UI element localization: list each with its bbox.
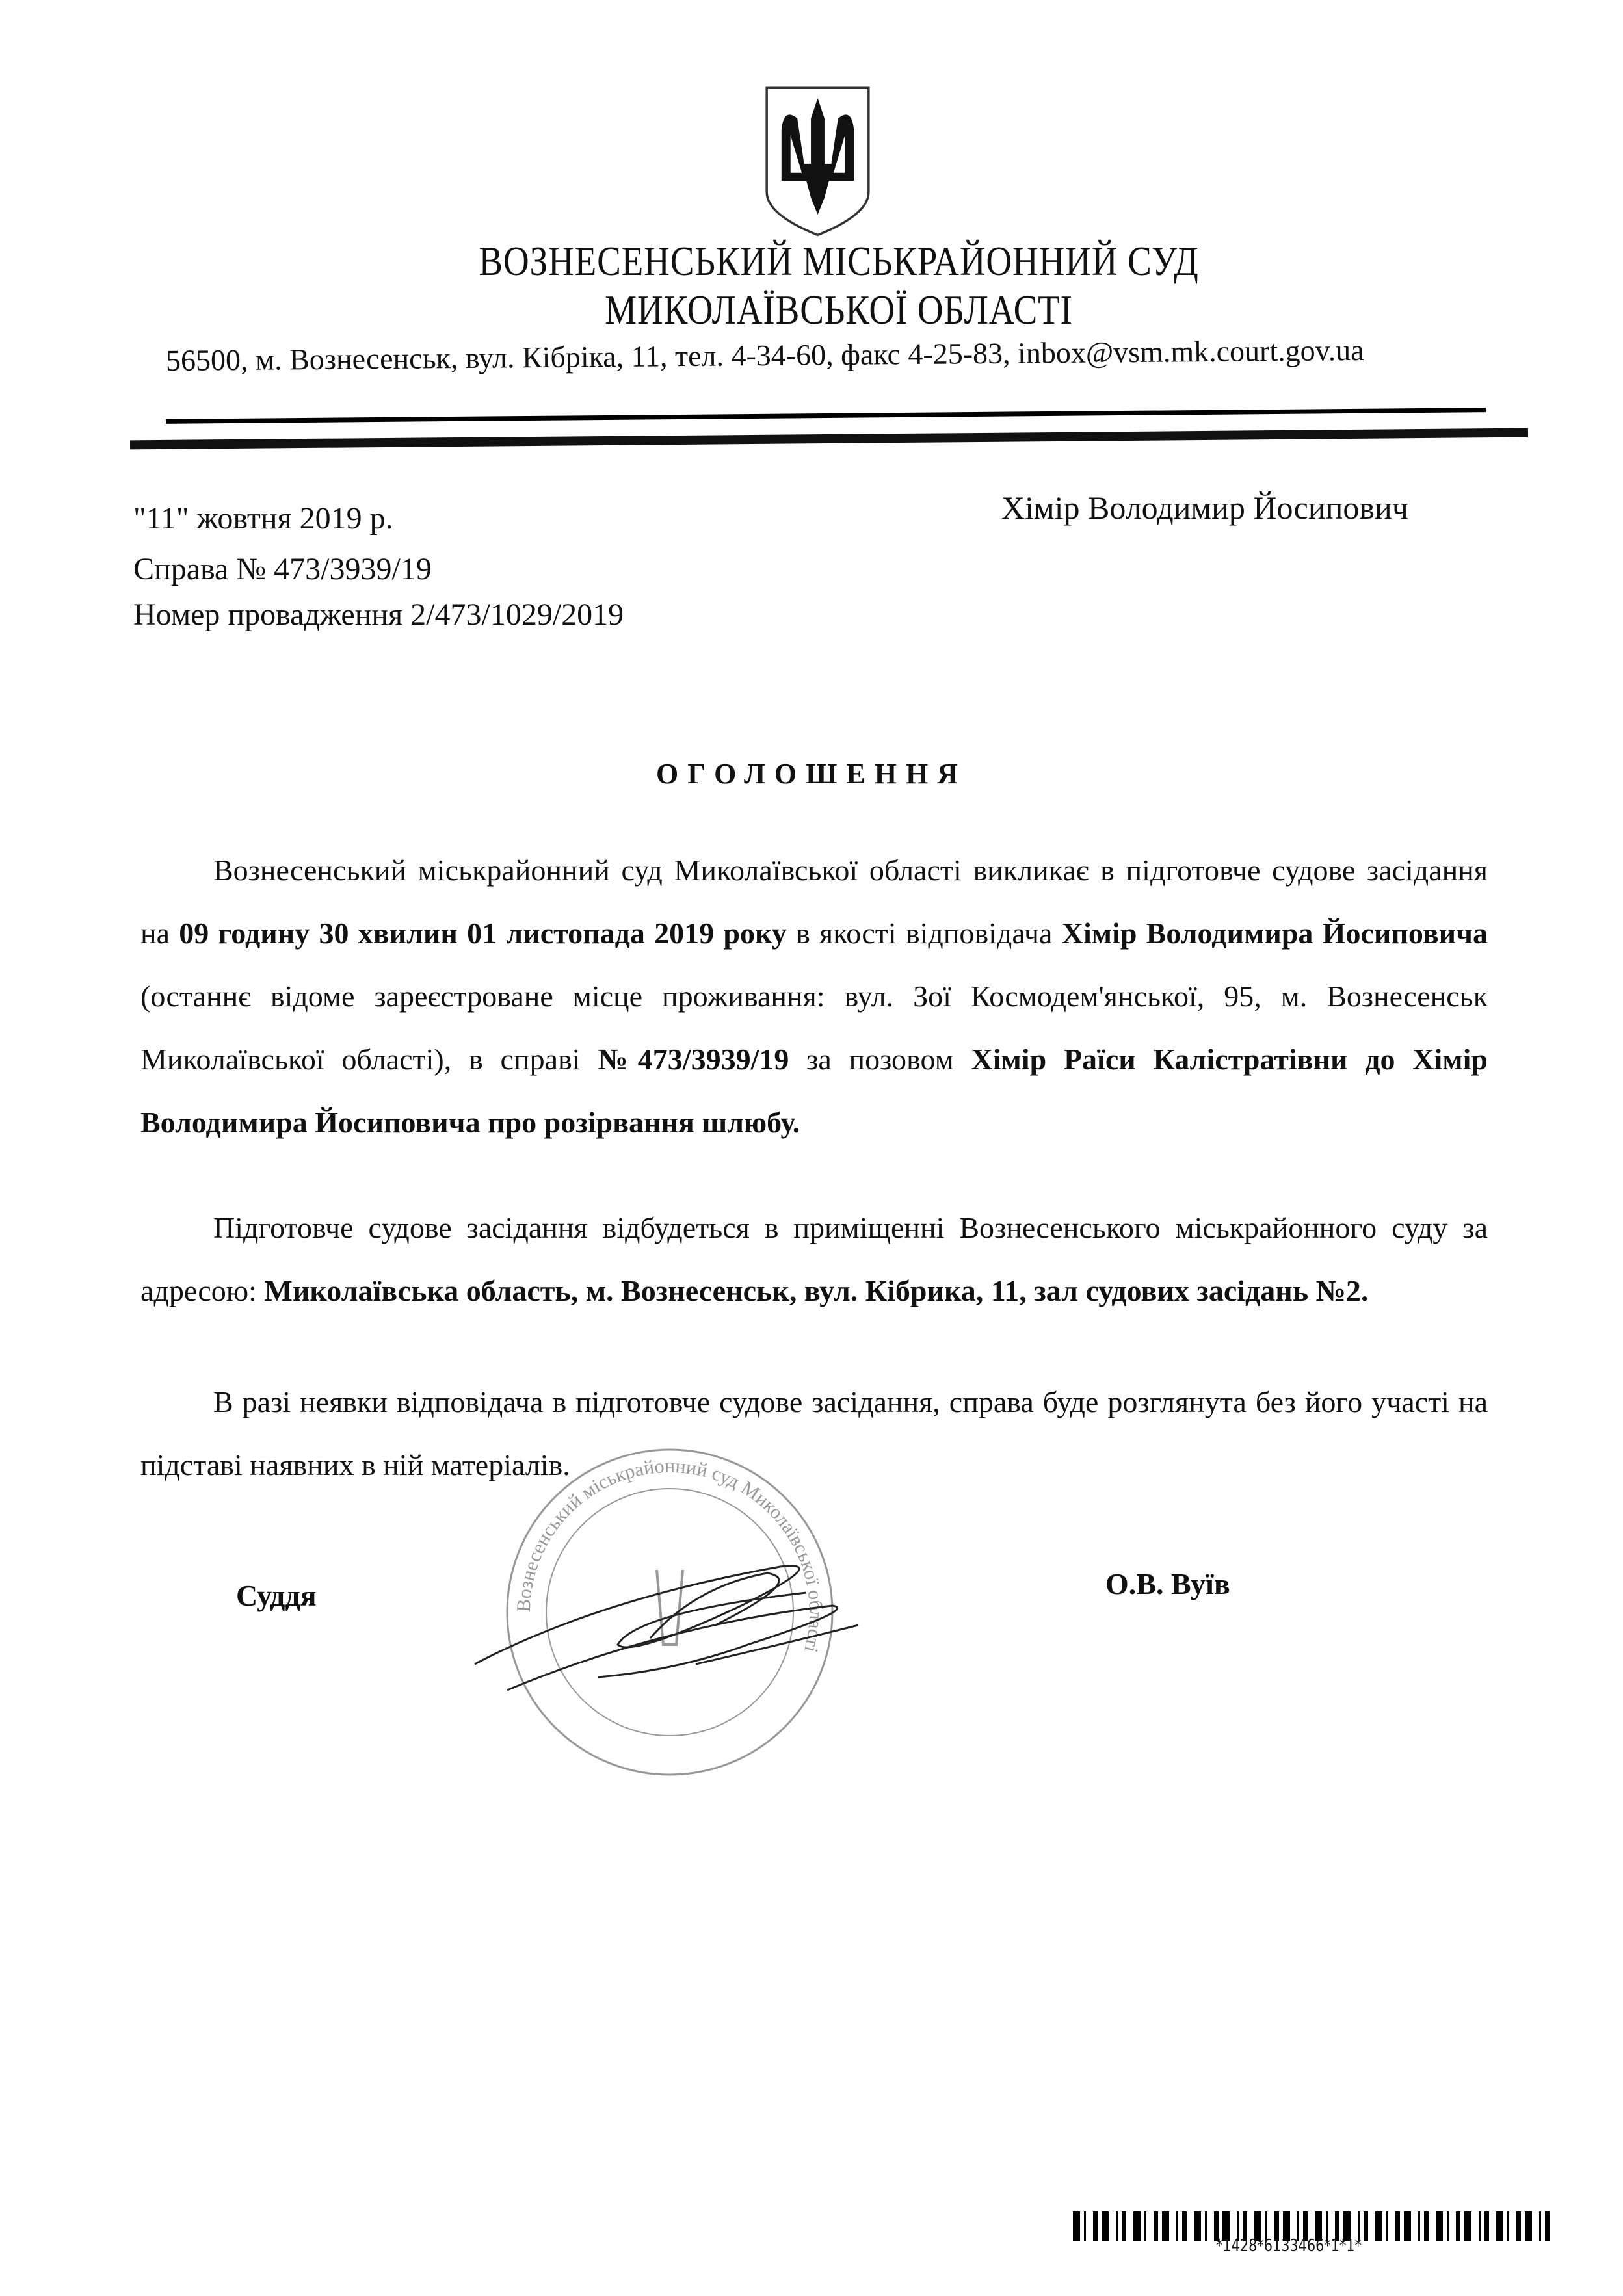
barcode-bar <box>1205 2211 1207 2241</box>
case-number: Справа № 473/3939/19 <box>133 552 432 586</box>
barcode-bar <box>1525 2211 1532 2241</box>
recipient-name: Хімір Володимир Йосипович <box>1001 489 1408 526</box>
judge-label: Суддя <box>236 1579 317 1612</box>
barcode-bar <box>1456 2211 1460 2241</box>
paragraph-summons <box>140 839 1488 1154</box>
paragraph-venue <box>140 1196 1488 1322</box>
court-name-line1: ВОЗНЕСЕНСЬКИЙ МІСЬКРАЙОННИЙ СУД <box>479 238 1199 284</box>
barcode-bar <box>1116 2211 1118 2241</box>
barcode-bar <box>1122 2211 1126 2241</box>
text: В разі неявки відповідача в підготовче судове засідання, справа буде розглянута без його участі на підставі наявних в ній матеріалів. <box>140 1385 1488 1481</box>
court-stamp-and-signature <box>468 1430 871 1794</box>
barcode-bar <box>1364 2211 1368 2241</box>
court-name-line2: МИКОЛАЇВСЬКОЇ ОБЛАСТІ <box>605 287 1073 333</box>
barcode-number: *1428*6133466*1*1* <box>1216 2236 1362 2256</box>
text: (останнє відоме зареєстроване місце проживання: вул. Зої Космодем'янської, 95, м. Вознесенськ Миколаївської області), в справі <box>140 980 1488 1076</box>
text: за позовом <box>789 1043 971 1076</box>
text: Вознесенський міськрайонний суд Миколаївської області викликає в підготовче судове засідання на <box>140 854 1488 950</box>
barcode-bar <box>1484 2211 1489 2241</box>
barcode-bar <box>1447 2211 1449 2241</box>
bold-text: Миколаївська область, м. Вознесенськ, вул. Кібрика, 11, зал судових засідань №2. <box>264 1274 1369 1307</box>
proceeding-number: Номер провадження 2/473/1029/2019 <box>133 597 624 632</box>
barcode-bar <box>1144 2211 1146 2241</box>
barcode-bar <box>1496 2211 1503 2241</box>
text: Підготовче судове засідання відбудеться в приміщенні Вознесенського міськрайонного суду за адресою: <box>140 1211 1488 1307</box>
barcode-bar <box>1404 2211 1411 2241</box>
stamp-text: Вознесенський міськрайонний суд Миколаївської області <box>512 1455 827 1655</box>
barcode-bar <box>1539 2211 1541 2241</box>
court-address: 56500, м. Вознесенськ, вул. Кібріка, 11, тел. 4-34-60, факс 4-25-83, inbox@vsm.mk.court.gov.ua <box>165 333 1364 377</box>
document-heading: ОГОЛОШЕННЯ <box>655 758 968 790</box>
barcode-bar <box>1424 2211 1429 2241</box>
barcode-bar <box>1436 2211 1443 2241</box>
bold-text: 09 годину 30 хвилин 01 листопада 2019 року <box>179 917 787 950</box>
bold-text: №473/3939/19 <box>598 1043 789 1076</box>
barcode-bar <box>1375 2211 1382 2241</box>
barcode-bar <box>1162 2211 1169 2241</box>
judge-name: О.В. Вуїв <box>1105 1567 1230 1600</box>
text: в якості відповідача <box>786 917 1062 950</box>
barcode-bar <box>1102 2211 1109 2241</box>
barcode-bar <box>1154 2211 1158 2241</box>
barcode-bar <box>1194 2211 1201 2241</box>
bold-text: Хімір Раїси Калістратівни до Хімір Володимира Йосиповича про розірвання шлюбу. <box>140 1043 1488 1139</box>
barcode-bar <box>1516 2211 1521 2241</box>
divider-thin <box>166 408 1486 424</box>
barcode-bar <box>1479 2211 1481 2241</box>
barcode-bar <box>1464 2211 1471 2241</box>
barcode-bar <box>1418 2211 1420 2241</box>
bold-text: Хімір Володимира Йосиповича <box>1061 917 1488 950</box>
barcode-bar <box>1093 2211 1098 2241</box>
barcode-bar <box>1182 2211 1187 2241</box>
barcode-bar <box>1073 2211 1080 2241</box>
barcode-bar <box>1176 2211 1178 2241</box>
barcode-bar <box>1386 2211 1388 2241</box>
barcode-bar <box>1545 2211 1550 2241</box>
document-date: "11" жовтня 2019 р. <box>133 501 393 536</box>
barcode-bar <box>1507 2211 1509 2241</box>
barcode-bar <box>1084 2211 1086 2241</box>
divider-thick <box>130 428 1528 450</box>
barcode-bar <box>1133 2211 1141 2241</box>
ukraine-coat-of-arms-icon <box>761 85 875 237</box>
barcode-bar <box>1395 2211 1400 2241</box>
